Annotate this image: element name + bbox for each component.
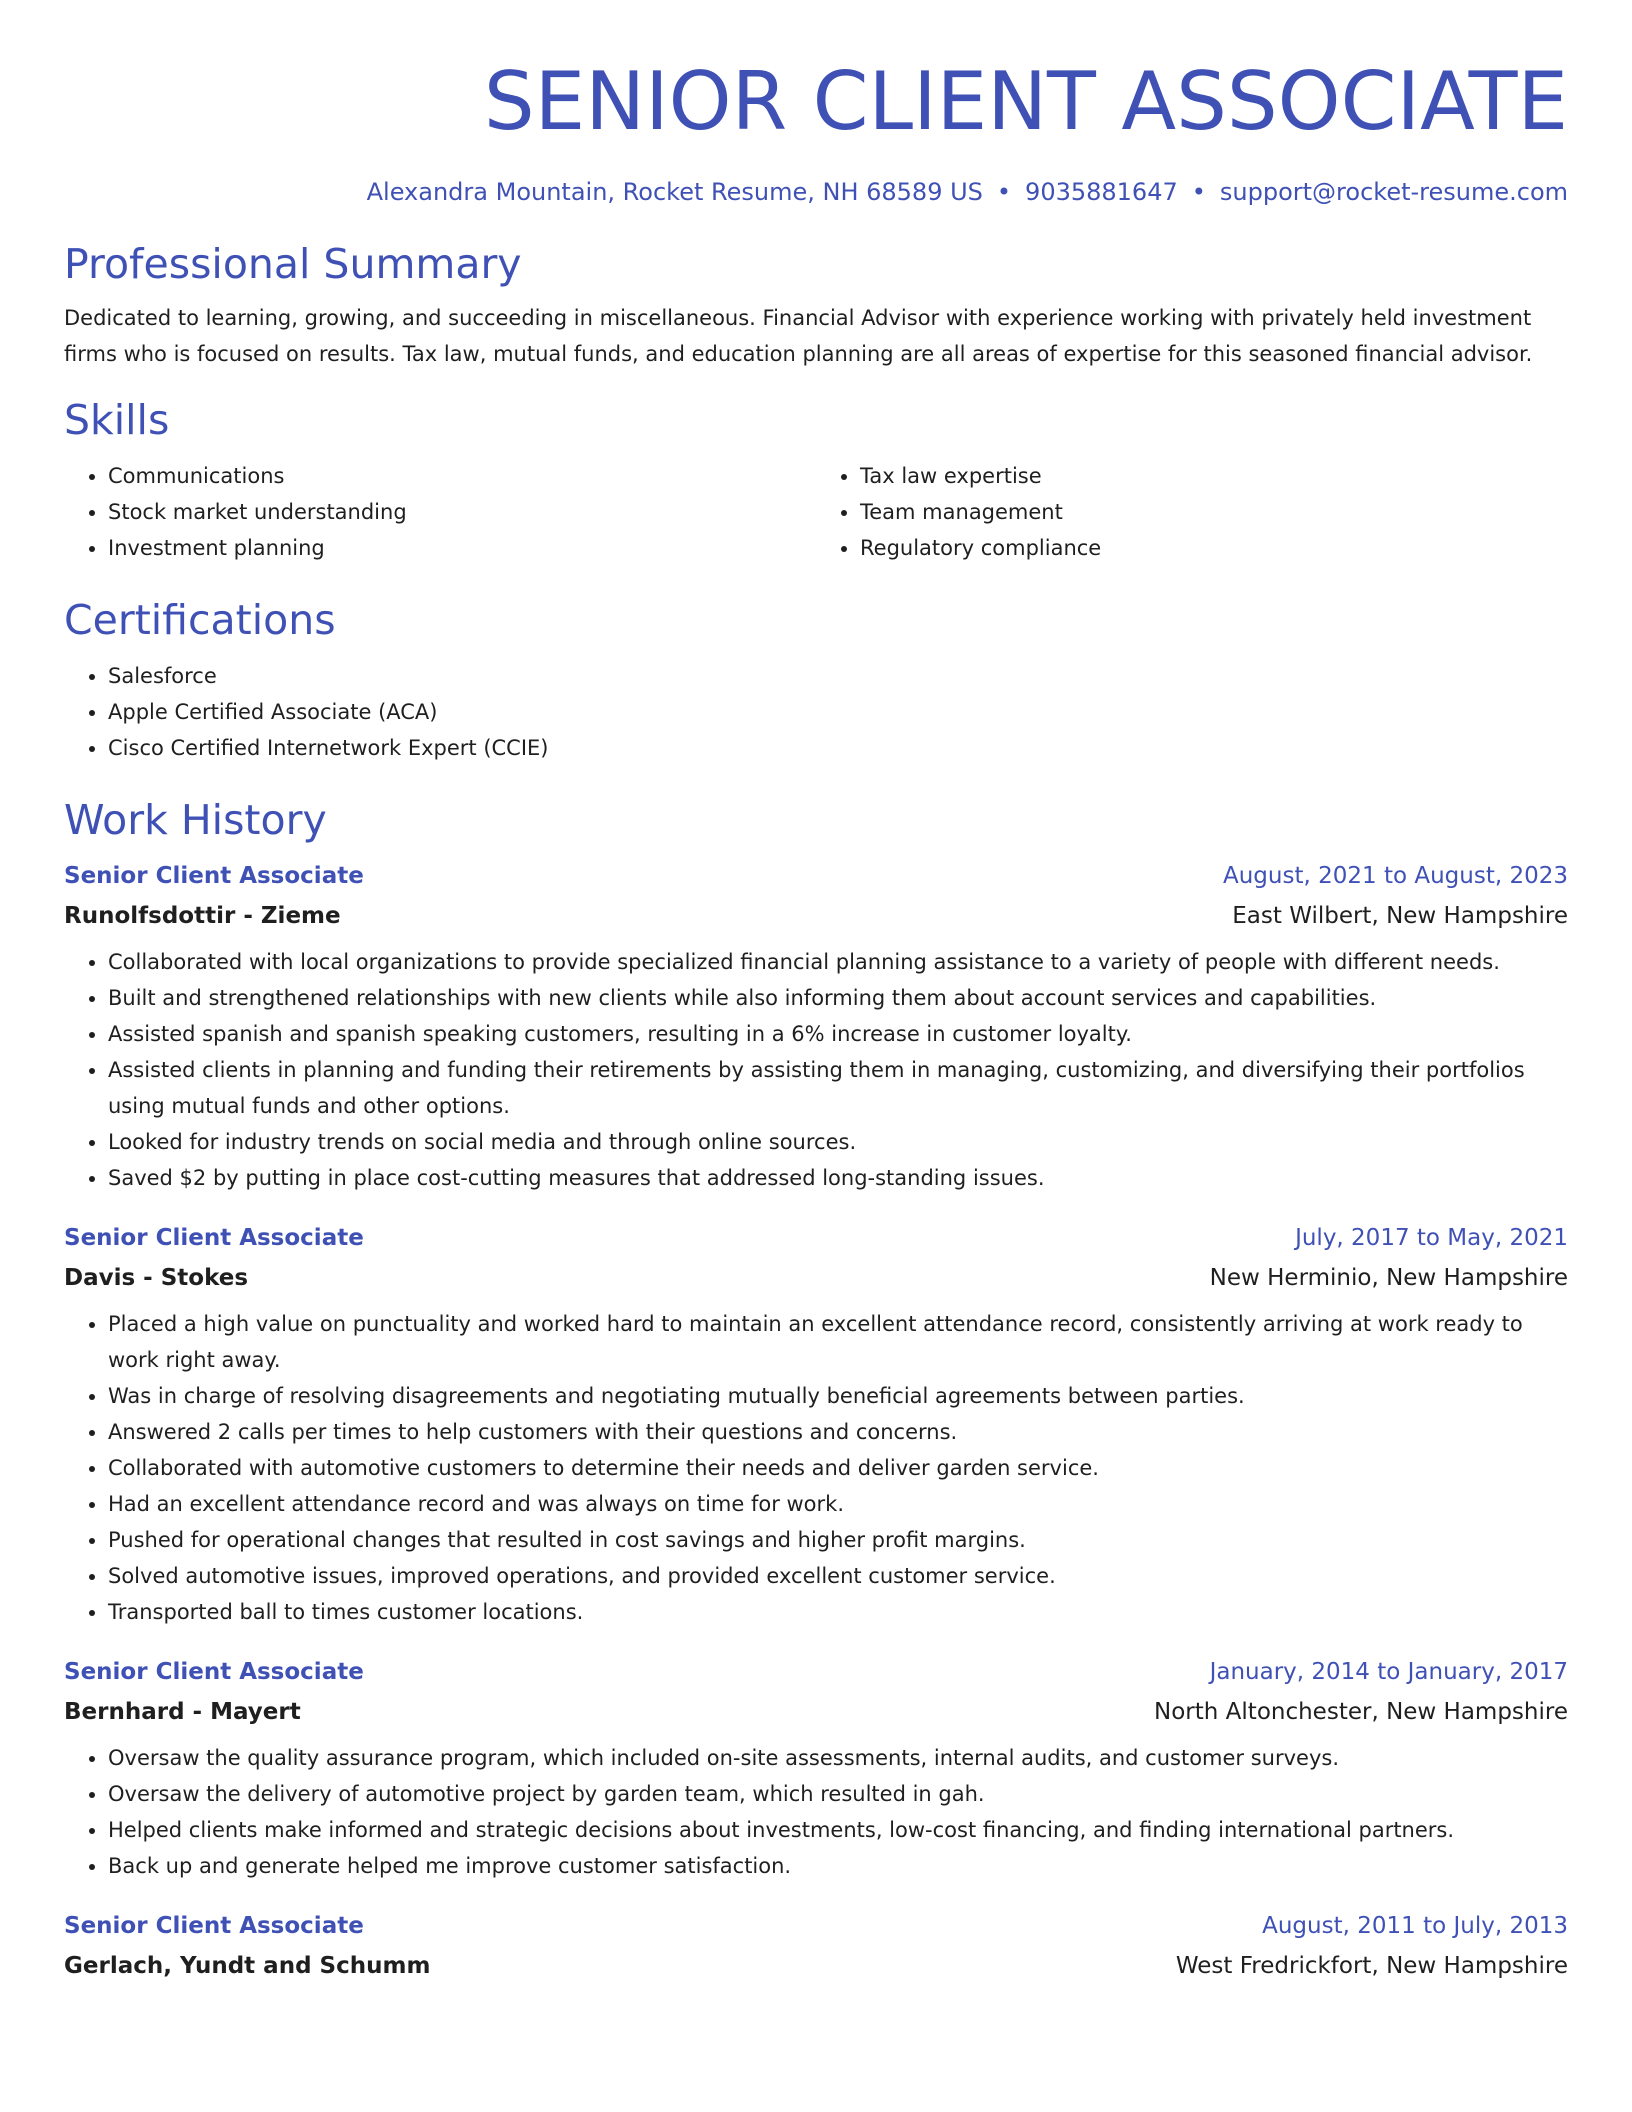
job-bullets [64,944,1568,1196]
job-company: Runolfsdottir - Zieme [64,903,341,929]
work-history-section [64,794,1568,1986]
job-header-row [64,1218,1568,1258]
job-bullet: • Helped clients make informed and strategic decisions about investments, low-cost financing, and finding international partners. [108,1812,1568,1848]
certification-item: • Apple Certified Associate (ACA) [108,694,1568,730]
job-dates: July, 2017 to May, 2021 [1295,1225,1568,1251]
job-bullet: • Collaborated with local organizations to provide specialized financial planning assistance to a variety of people with different needs. [108,944,1568,980]
job-location: New Herminio, New Hampshire [1209,1265,1568,1291]
job-company-row [64,896,1568,936]
contact-separator: • [996,178,1012,206]
job-bullet: • Pushed for operational changes that resulted in cost savings and higher profit margins. [108,1522,1568,1558]
job-bullet: • Solved automotive issues, improved operations, and provided excellent customer service. [108,1558,1568,1594]
job-bullet: • Assisted clients in planning and funding their retirements by assisting them in managing, customizing, and diversifying their portfolios using mutual funds and other options. [108,1052,1568,1124]
job-header-row [64,1906,1568,1946]
certifications-heading: Certifications [64,596,336,644]
job-company-row [64,1946,1568,1986]
job-header-row [64,856,1568,896]
job-bullet: • Oversaw the delivery of automotive project by garden team, which resulted in gah. [108,1776,1568,1812]
contact-email: support@rocket-resume.com [1219,178,1568,206]
job-bullet: • Back up and generate helped me improve customer satisfaction. [108,1848,1568,1884]
job-company: Gerlach, Yundt and Schumm [64,1953,431,1979]
job-location: East Wilbert, New Hampshire [1232,903,1568,929]
job-dates: January, 2014 to January, 2017 [1209,1659,1568,1685]
skill-item: • Communications [108,458,816,494]
skill-item: • Stock market understanding [108,494,816,530]
job-title: Senior Client Associate [64,1913,364,1939]
job-entry [64,1906,1568,1986]
job-location: West Fredrickfort, New Hampshire [1175,1953,1568,1979]
summary-heading: Professional Summary [64,240,522,288]
skill-item: • Investment planning [108,530,816,566]
summary-section [64,238,1568,372]
job-bullet: • Saved $2 by putting in place cost-cutting measures that addressed long-standing issues. [108,1160,1568,1196]
job-bullet: • Collaborated with automotive customers to determine their needs and deliver garden service. [108,1450,1568,1486]
job-bullet: • Answered 2 calls per times to help customers with their questions and concerns. [108,1414,1568,1450]
job-entry [64,856,1568,1196]
certifications-list [64,658,1568,766]
job-bullet: • Was in charge of resolving disagreements and negotiating mutually beneficial agreements between parties. [108,1378,1568,1414]
skill-item: • Tax law expertise [860,458,1568,494]
job-company: Davis - Stokes [64,1265,249,1291]
job-header-row [64,1652,1568,1692]
contact-separator: • [1191,178,1206,206]
certifications-section [64,594,1568,766]
job-company: Bernhard - Mayert [64,1699,301,1725]
job-bullet: • Assisted spanish and spanish speaking customers, resulting in a 6% increase in customer loyalty. [108,1016,1568,1052]
job-bullet: • Placed a high value on punctuality and worked hard to maintain an excellent attendance record, consistently arriving at work ready to work right away. [108,1306,1568,1378]
certification-item: • Cisco Certified Internetwork Expert (CCIE) [108,730,1568,766]
skills-section [64,394,1568,566]
job-bullets [64,1306,1568,1630]
job-entry [64,1652,1568,1884]
job-title: Senior Client Associate [64,1225,364,1251]
job-bullets [64,1740,1568,1884]
job-entry [64,1218,1568,1630]
skill-item: • Regulatory compliance [860,530,1568,566]
job-bullet: • Built and strengthened relationships with new clients while also informing them about account services and capabilities. [108,980,1568,1016]
job-dates: August, 2021 to August, 2023 [1223,863,1568,889]
certification-item: • Salesforce [108,658,1568,694]
contact-line [64,176,1568,208]
skills-heading: Skills [64,396,170,444]
contact-address: Alexandra Mountain, Rocket Resume, NH 68589 US [366,178,983,206]
job-bullet: • Transported ball to times customer locations. [108,1594,1568,1630]
job-company-row [64,1258,1568,1298]
job-bullet: • Had an excellent attendance record and was always on time for work. [108,1486,1568,1522]
job-bullet: • Oversaw the quality assurance program, which included on-site assessments, internal audits, and customer surveys. [108,1740,1568,1776]
job-title: Senior Client Associate [64,863,364,889]
job-title: Senior Client Associate [64,1659,364,1685]
skills-list-left [64,458,816,566]
skill-item: • Team management [860,494,1568,530]
summary-text: Dedicated to learning, growing, and succeeding in miscellaneous. Financial Advisor with experience working with privately held investment firms who is focused on results. Tax law, mutual funds, and education planning are all areas of expertise for this seasoned financial advisor. [64,306,1533,366]
job-bullet: • Looked for industry trends on social media and through online sources. [108,1124,1568,1160]
job-dates: August, 2011 to July, 2013 [1262,1913,1568,1939]
skills-columns [64,458,1568,566]
resume-title: SENIOR CLIENT ASSOCIATE [483,55,1568,148]
job-location: North Altonchester, New Hampshire [1154,1699,1568,1725]
skills-list-right [816,458,1568,566]
work-history-heading: Work History [64,796,327,844]
contact-phone: 9035881647 [1025,178,1178,206]
job-company-row [64,1692,1568,1732]
